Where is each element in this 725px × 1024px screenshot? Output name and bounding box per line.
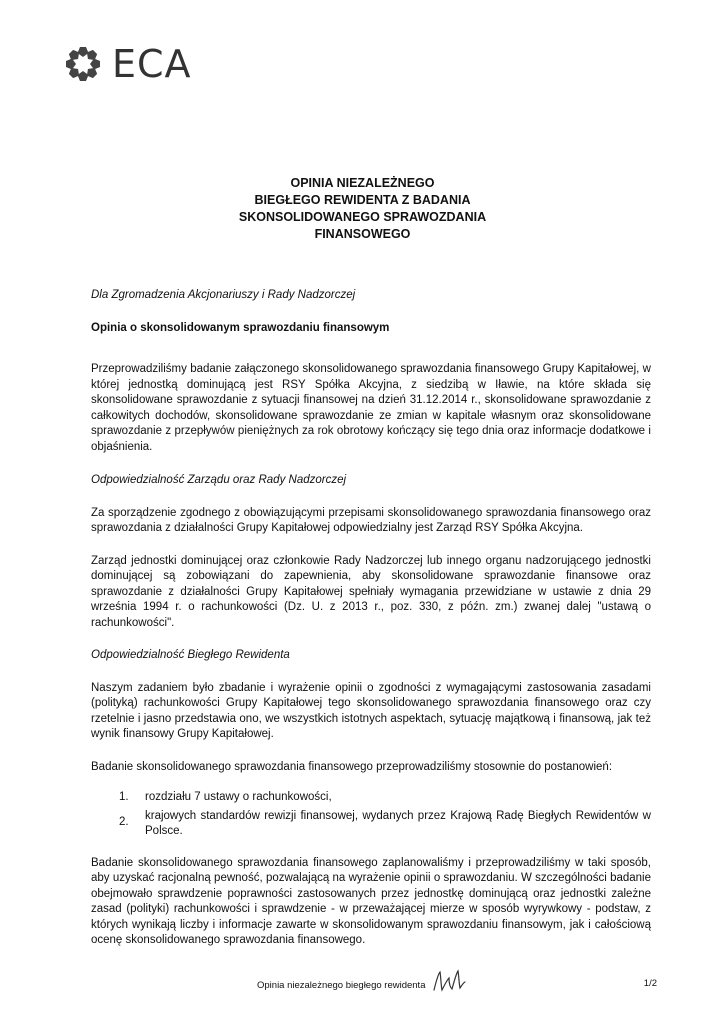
subheading-management-responsibility: Odpowiedzialność Zarządu oraz Rady Nadzorczej — [91, 474, 347, 486]
paragraph-audit-procedure: Badanie skonsolidowanego sprawozdania finansowego zaplanowaliśmy i przeprowadziliśmy w taki sposób, aby uzyskać racjonalną pewność, pozwalającą na wyrażenie opinii o sprawozdaniu. W szczególności badanie obejmowało sprawdzenie poprawności zastosowanych przez jednostkę dominującą oraz jednostki zależne zasad (polityki) rachunkowości i sprawdzenie - w przeważającej mierze w sposób wyrywkowy - podstaw, z których wynikają liczby i informacje zawarte w skonsolidowanym sprawozdaniu finansowym, jak i całościową ocenę skonsolidowanego sprawozdania finansowego. — [91, 856, 651, 946]
list-item — [91, 790, 651, 806]
paragraph-audit-basis: Badanie skonsolidowanego sprawozdania finansowego przeprowadziliśmy stosownie do postanowień: — [91, 760, 613, 773]
document-body — [91, 288, 651, 949]
title-line: BIEGŁEGO REWIDENTA Z BADANIA — [254, 193, 471, 207]
subheading-auditor-responsibility: Odpowiedzialność Biegłego Rewidenta — [91, 649, 290, 661]
list-item — [91, 809, 651, 840]
document-title — [0, 175, 725, 243]
page-number: 1/2 — [643, 978, 657, 989]
list-text: rozdziału 7 ustawy o rachunkowości, — [145, 791, 332, 803]
title-line: FINANSOWEGO — [314, 227, 411, 241]
list-number: 2. — [119, 815, 129, 828]
paragraph-management-2: Zarząd jednostki dominującej oraz członkowie Rady Nadzorczej lub innego organu nadzorującego jednostki dominującej są zobowiązani do zapewnienia, aby skonsolidowane sprawozdanie finansowe oraz sprawozdanie z działalności Grupy Kapitałowej spełniały wymagania przewidziane w ustawie z dnia 29 września 1994 r. o rachunkowości (Dz. U. z 2013 r., poz. 330, z późn. zm.) zwanej dalej "ustawą o rachunkowości". — [91, 554, 651, 629]
page-footer — [0, 972, 725, 996]
list-text: krajowych standardów rewizji finansowej, wydanych przez Krajową Radę Biegłych Rewidentów w Polsce. — [145, 809, 651, 837]
paragraph-scope: Przeprowadziliśmy badanie załączonego skonsolidowanego sprawozdania finansowego Grupy Kapitałowej, w której jednostką dominującą jest RSY Spółka Akcyjna, z siedzibą w Iławie, na które składa się skonsolidowane sprawozdanie z sytuacji finansowej na dzień 31.12.2014 r., skonsolidowane sprawozdanie z całkowitych dochodów, skonsolidowane sprawozdanie ze zmian w kapitale własnym oraz skonsolidowane sprawozdanie z przepływów pieniężnych za rok obrotowy kończący się tego dnia oraz informacje dodatkowe i objaśnienia. — [91, 363, 651, 453]
company-logo — [64, 42, 192, 86]
paragraph-management-1: Za sporządzenie zgodnego z obowiązującymi przepisami skonsolidowanego sprawozdania finansowego oraz sprawozdania z działalności Grupy Kapitałowej odpowiedzialny jest Zarząd RSY Spółka Akcyjna. — [91, 506, 651, 534]
star-burst-icon — [64, 45, 102, 83]
addressee: Dla Zgromadzenia Akcjonariuszy i Rady Nadzorczej — [91, 289, 356, 301]
regulation-list — [91, 790, 651, 840]
footer-label: Opinia niezależnego biegłego rewidenta — [257, 980, 426, 991]
title-line: SKONSOLIDOWANEGO SPRAWOZDANIA — [238, 210, 487, 224]
title-line: OPINIA NIEZALEŻNEGO — [290, 176, 435, 190]
paragraph-auditor-task: Naszym zadaniem było zbadanie i wyrażenie opinii o zgodności z wymagającymi zastosowania zasadami (polityką) rachunkowości Grupy Kapitałowej tego skonsolidowanego sprawozdania finansowego oraz czy rzetelnie i jasno przedstawia ono, we wszystkich istotnych aspektach, sytuację majątkową i finansową, jak też wynik finansowy Grupy Kapitałowej. — [91, 681, 651, 740]
section-heading: Opinia o skonsolidowanym sprawozdaniu finansowym — [91, 321, 390, 334]
list-number: 1. — [119, 791, 129, 803]
logo-text: ECA — [112, 42, 192, 86]
initials-signature-icon — [432, 968, 466, 994]
